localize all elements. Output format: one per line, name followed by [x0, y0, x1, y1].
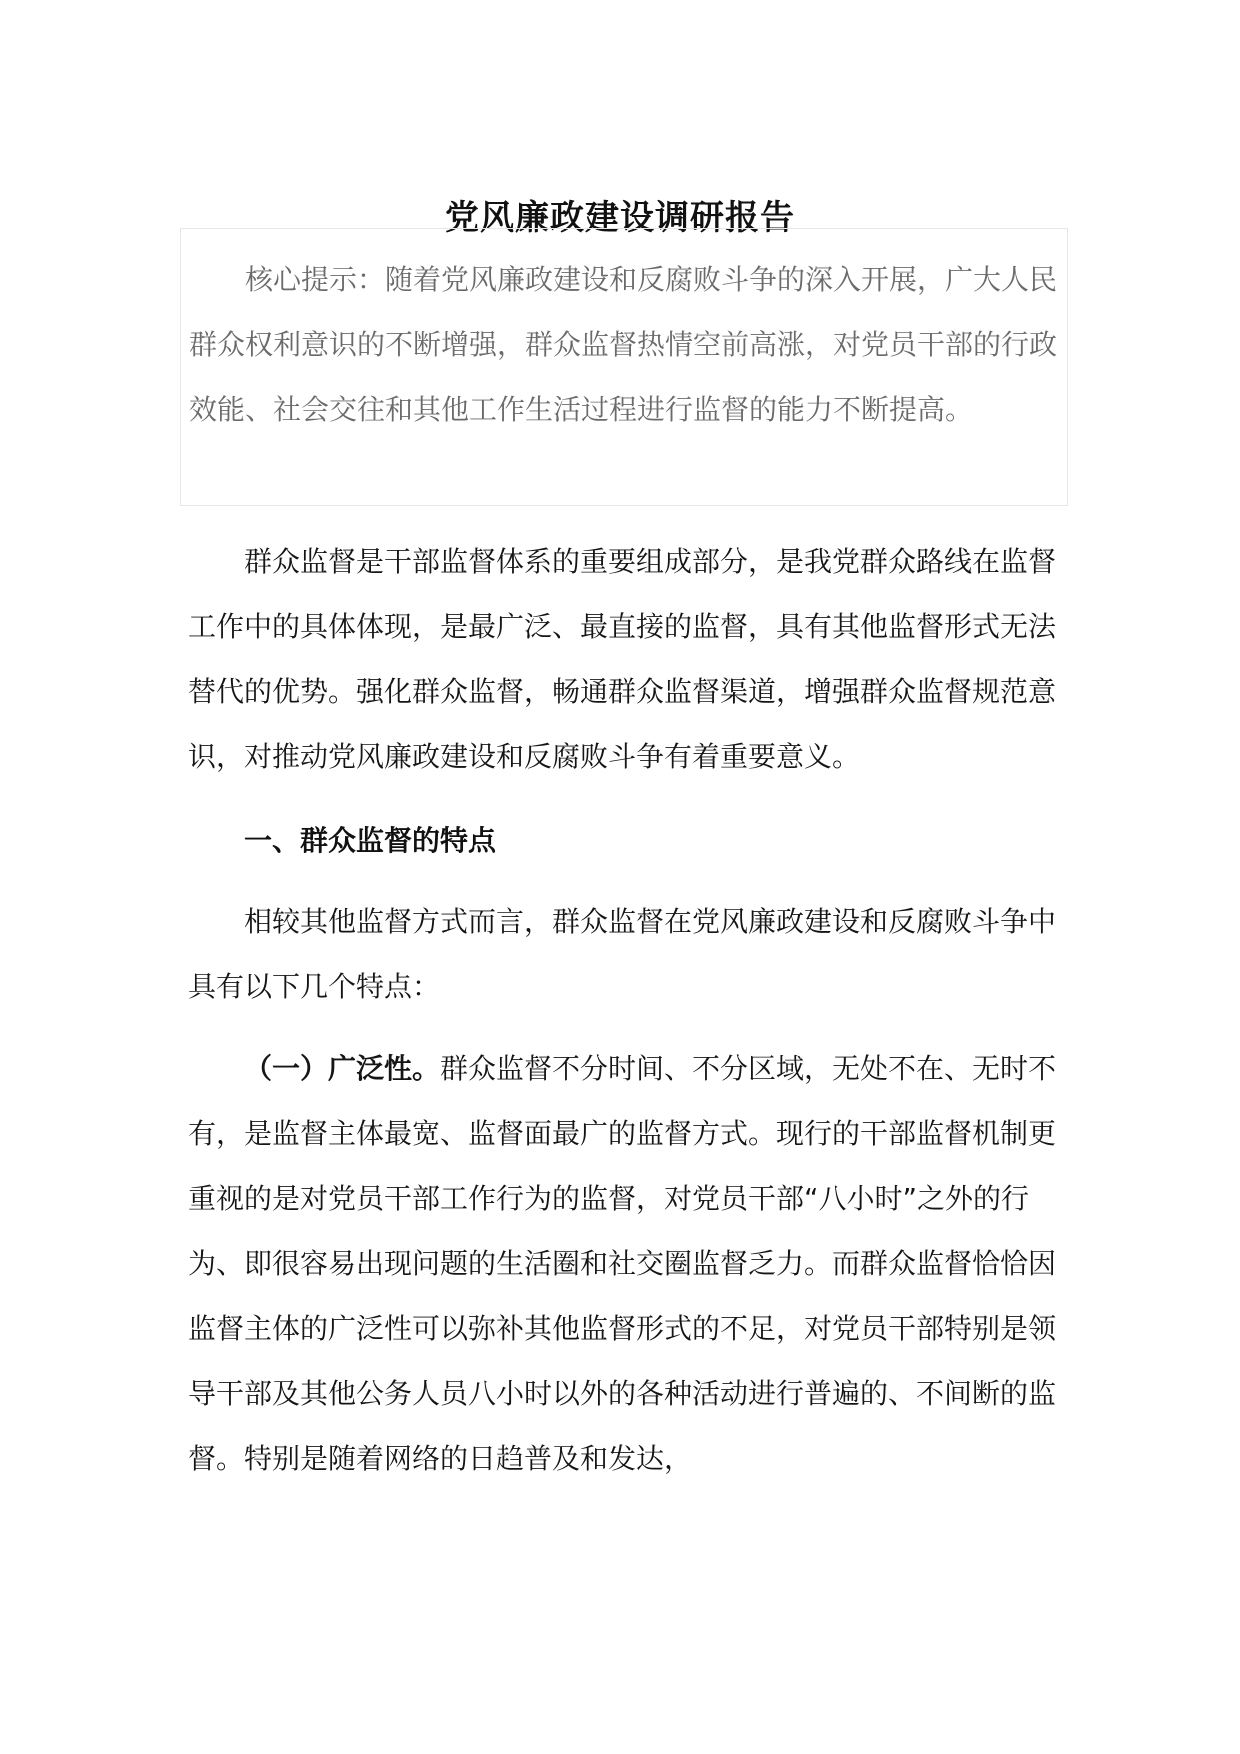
point-1-paragraph — [188, 1036, 1060, 1491]
point-1-text: 群众监督不分时间、不分区域，无处不在、无时不有，是监督主体最宽、监督面最广的监督方式。现行的干部监督机制更重视的是对党员干部工作行为的监督，对党员干部“八小时”之外的行为、即很容易出现问题的生活圈和社交圈监督乏力。而群众监督恰恰因监督主体的广泛性可以弥补其他监督形式的不足，对党员干部特别是领导干部及其他公务人员八小时以外的各种活动进行普遍的、不间断的监督。特别是随着网络的日趋普及和发达， — [188, 1052, 1057, 1475]
document-title: 党风廉政建设调研报告 — [445, 197, 795, 238]
section-intro-paragraph: 相较其他监督方式而言，群众监督在党风廉政建设和反腐败斗争中具有以下几个特点： — [188, 905, 1057, 1003]
section-heading: 一、群众监督的特点 — [244, 824, 497, 857]
summary-text: 核心提示：随着党风廉政建设和反腐败斗争的深入开展，广大人民群众权利意识的不断增强，群众监督热情空前高涨，对党员干部的行政效能、社会交往和其他工作生活过程进行监督的能力不断提高。 — [189, 263, 1058, 426]
point-1-lead: （一）广泛性。 — [244, 1052, 441, 1085]
summary-box — [180, 228, 1068, 506]
intro-paragraph: 群众监督是干部监督体系的重要组成部分，是我党群众路线在监督工作中的具体体现，是最广泛、最直接的监督，具有其他监督形式无法替代的优势。强化群众监督，畅通群众监督渠道，增强群众监督规范意识，对推动党风廉政建设和反腐败斗争有着重要意义。 — [188, 545, 1057, 773]
